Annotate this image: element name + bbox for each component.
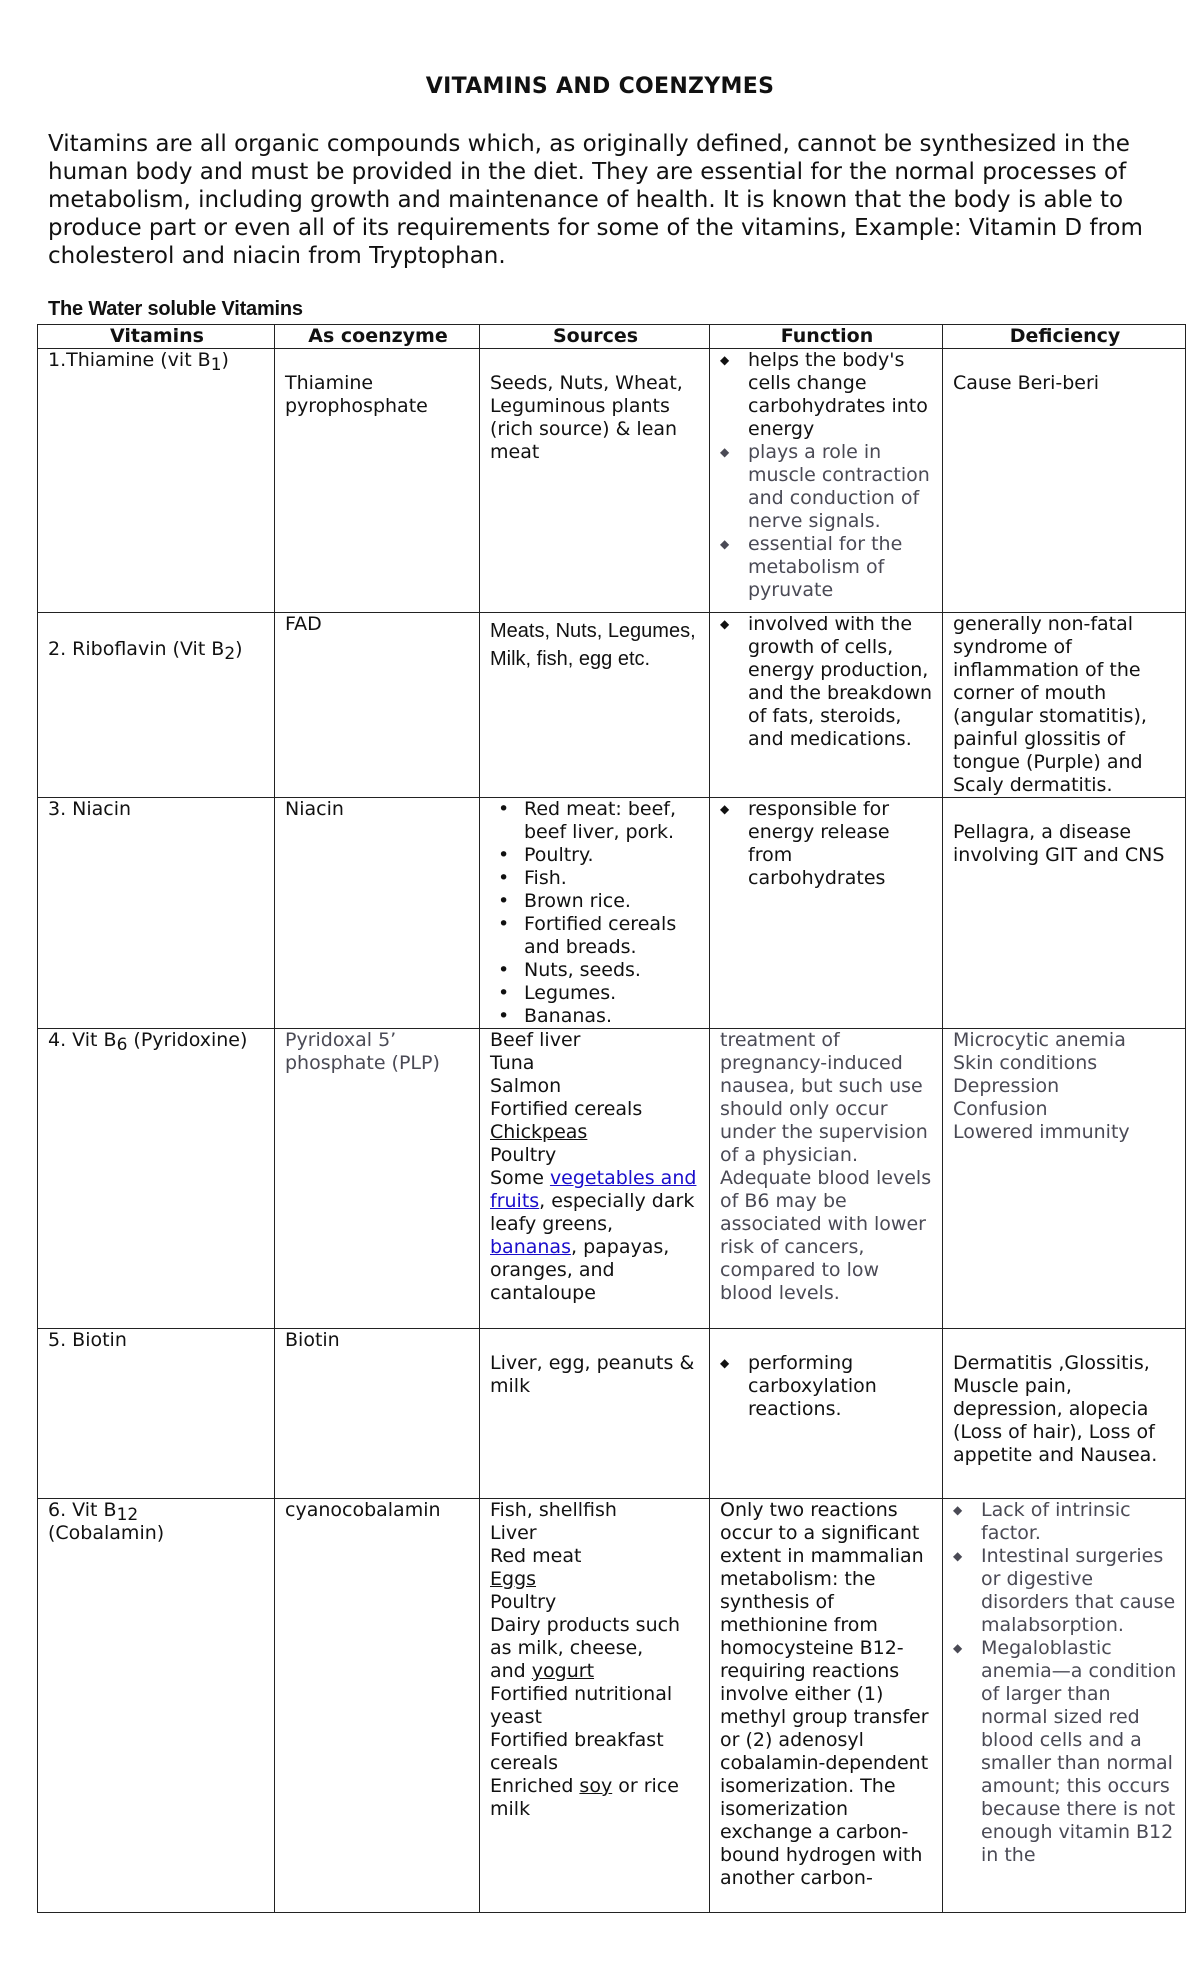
coenzyme-cell: cyanocobalamin (275, 1499, 480, 1913)
table-row (38, 1029, 1186, 1329)
list-item: ◆ helps the body's cells change carbohydrates into energy (720, 349, 934, 441)
sources-cell: Fish, shellfish Liver Red meat Eggs Poultry Dairy products such as milk, cheese, and yogurt Fortified nutritional yeast Fortified breakfast cereals Enriched soy or rice milk (480, 1499, 710, 1913)
header-vitamins: Vitamins (38, 325, 275, 349)
header-function: Function (710, 325, 943, 349)
vitamin-cell: 2. Riboflavin (Vit $B_2$) (38, 613, 275, 798)
coenzyme-cell: Pyridoxal 5’ phosphate (PLP) (275, 1029, 480, 1329)
vitamin-cell: 4. Vit $B_6$ (Pyridoxine) (38, 1029, 275, 1329)
deficiency-cell: generally non-fatal syndrome of inflammation of the corner of mouth (angular stomatitis), painful glossitis of tongue (Purple) and Scaly dermatitis. (943, 613, 1186, 798)
sources-cell: Liver, egg, peanuts & milk (480, 1329, 710, 1499)
header-coenzyme: As coenzyme (275, 325, 480, 349)
list-item: • Fortified cereals and breads. (490, 913, 701, 959)
list-item: ◆ essential for the metabolism of pyruvate (720, 533, 934, 602)
list-item: ◆ performing carboxylation reactions. (720, 1352, 934, 1421)
list-item: ◆ Lack of intrinsic factor. (953, 1499, 1177, 1545)
table-row (38, 1329, 1186, 1499)
function-cell (710, 1329, 943, 1499)
function-cell (710, 798, 943, 1029)
list-item: ◆ responsible for energy release from carbohydrates (720, 798, 934, 890)
coenzyme-cell: Niacin (275, 798, 480, 1029)
list-item: • Fish. (490, 867, 701, 890)
list-item: • Brown rice. (490, 890, 701, 913)
header-sources: Sources (480, 325, 710, 349)
function-cell (710, 349, 943, 613)
list-item: • Red meat: beef, beef liver, pork. (490, 798, 701, 844)
coenzyme-cell: Thiamine pyrophosphate (275, 349, 480, 613)
header-deficiency: Deficiency (943, 325, 1186, 349)
function-cell: Only two reactions occur to a significant extent in mammalian metabolism: the synthesis of methionine from homocysteine B12-requiring reactions involve either (1) methyl group transfer or (2) adenosyl cobalamin-dependent isomerization. The isomerization exchange a carbon-bound hydrogen with another carbon- (710, 1499, 943, 1913)
vitamin-cell: 6. Vit $B_{12}$ (Cobalamin) (38, 1499, 275, 1913)
intro-paragraph: Vitamins are all organic compounds which, as originally defined, cannot be synthesized in the human body and must be provided in the diet. They are essential for the normal processes of metabolism, including growth and maintenance of health. It is known that the body is able to produce part or even all of its requirements for some of the vitamins, Example: Vitamin D from cholesterol and niacin from Tryptophan. (48, 131, 1143, 269)
table-row (38, 798, 1186, 1029)
list-item: • Bananas. (490, 1005, 701, 1028)
table-header-row (38, 325, 1186, 349)
vitamin-cell: 1.Thiamine (vit $B_1$) (38, 349, 275, 613)
vitamin-cell: 5. Biotin (38, 1329, 275, 1499)
coenzyme-cell: Biotin (275, 1329, 480, 1499)
vegetables-and-fruits-link[interactable]: vegetables and fruits (490, 1167, 697, 1212)
page-title: VITAMINS AND COENZYMES (425, 74, 775, 99)
list-item: ◆ plays a role in muscle contraction and conduction of nerve signals. (720, 441, 934, 533)
sources-cell: Meats, Nuts, Legumes, Milk, fish, egg etc. (480, 613, 710, 798)
list-item: • Poultry. (490, 844, 701, 867)
function-cell: treatment of pregnancy-induced nausea, but such use should only occur under the supervision of a physician. Adequate blood levels of B6 may be associated with lower risk of cancers, compared to low blood levels. (710, 1029, 943, 1329)
vitamins-table (37, 324, 1186, 1913)
list-item: • Legumes. (490, 982, 701, 1005)
sources-cell (480, 798, 710, 1029)
sources-cell: Beef liver Tuna Salmon Fortified cereals Chickpeas Poultry Some vegetables and fruits, especially dark leafy greens, bananas, papayas, oranges, and cantaloupe (480, 1029, 710, 1329)
vitamin-cell: 3. Niacin (38, 798, 275, 1029)
list-item: ◆ Intestinal surgeries or digestive disorders that cause malabsorption. (953, 1545, 1177, 1637)
list-item: ◆ Megaloblastic anemia—a condition of larger than normal sized red blood cells and a smaller than normal amount; this occurs because there is not enough vitamin B12 in the (953, 1637, 1177, 1867)
function-cell (710, 613, 943, 798)
list-item: ◆ involved with the growth of cells, energy production, and the breakdown of fats, steroids, and medications. (720, 613, 934, 751)
table-row (38, 613, 1186, 798)
table-row (38, 1499, 1186, 1913)
deficiency-cell: Microcytic anemia Skin conditions Depression Confusion Lowered immunity (943, 1029, 1186, 1329)
section-heading: The Water soluble Vitamins (48, 298, 303, 320)
bananas-link[interactable]: bananas (490, 1236, 571, 1258)
deficiency-cell: Cause Beri-beri (943, 349, 1186, 613)
deficiency-cell: Pellagra, a disease involving GIT and CNS (943, 798, 1186, 1029)
deficiency-cell: Dermatitis ,Glossitis, Muscle pain, depression, alopecia (Loss of hair), Loss of appetite and Nausea. (943, 1329, 1186, 1499)
coenzyme-cell: FAD (275, 613, 480, 798)
deficiency-cell (943, 1499, 1186, 1913)
table-row (38, 349, 1186, 613)
sources-cell: Seeds, Nuts, Wheat, Leguminous plants (rich source) & lean meat (480, 349, 710, 613)
list-item: • Nuts, seeds. (490, 959, 701, 982)
